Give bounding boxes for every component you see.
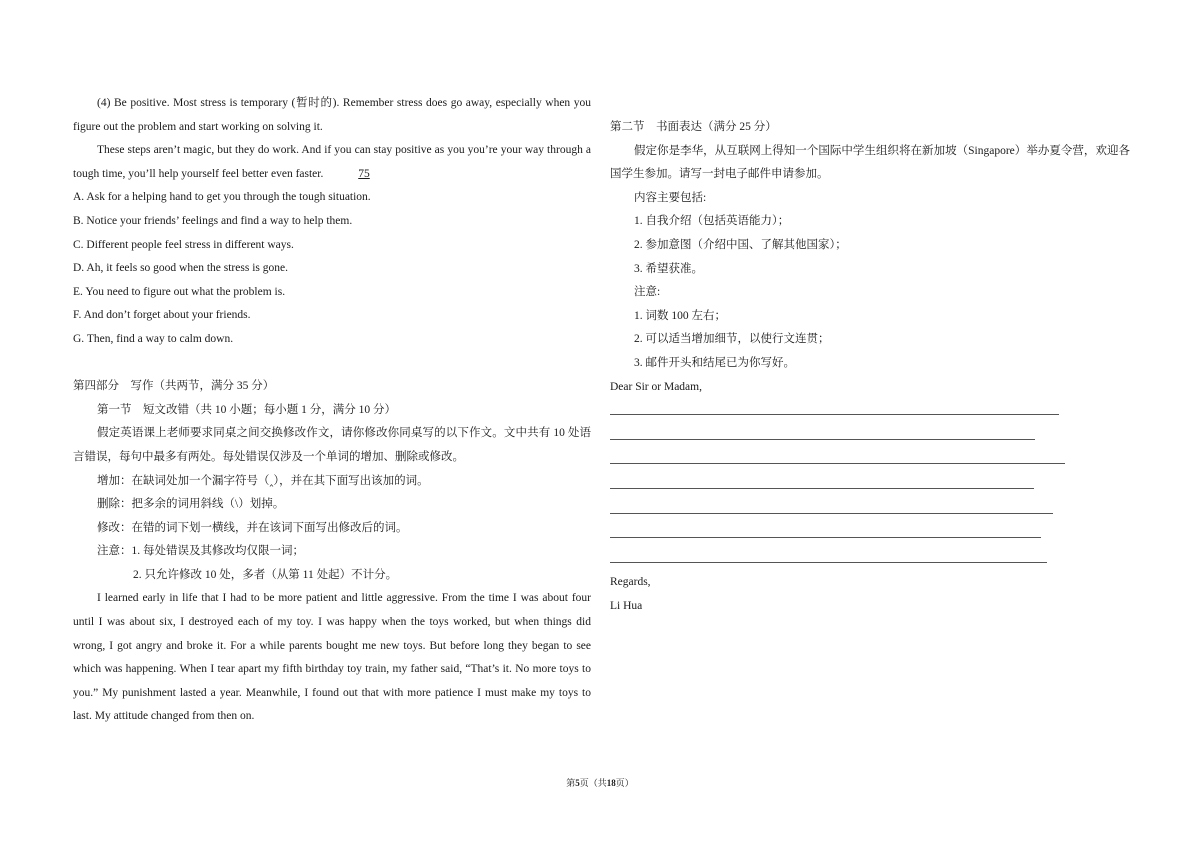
modify-rule: 修改：在错的词下划一横线，并在该词下面写出修改后的词。 <box>97 521 408 534</box>
content-item-1: 1. 自我介绍（包括英语能力）； <box>634 215 790 228</box>
point-4-paragraph: (4) Be positive. Most stress is temporary (暂时的). Remember stress does go away, especially when you figure out the problem and start working on solving it. <box>73 97 591 133</box>
blank-75: 75 <box>358 167 370 180</box>
answer-line <box>610 448 1065 464</box>
answer-line <box>610 473 1034 489</box>
page-number: 5 <box>575 778 580 788</box>
delete-rule: 删除：把多余的词用斜线（\）划掉。 <box>97 498 285 511</box>
left-column <box>73 92 591 729</box>
total-pages: 18 <box>606 778 616 788</box>
conclusion-paragraph <box>73 139 591 186</box>
option-b: B. Notice your friends’ feelings and find a way to help them. <box>73 214 353 227</box>
content-item-3: 3. 希望获准。 <box>634 262 703 275</box>
option-f: F. And don’t forget about your friends. <box>73 309 251 322</box>
conclusion-text: These steps aren’t magic, but they do work. And if you can stay positive as you you’re your way through a tough time, you’ll help yourself feel better even faster. <box>73 144 591 180</box>
writing-prompt: 假定你是李华，从互联网上得知一个国际中学生组织将在新加坡（Singapore）举办夏令营，欢迎各国学生参加。请写一封电子邮件申请参加。 <box>610 144 1130 181</box>
answer-line <box>610 522 1041 538</box>
right-column <box>610 116 1130 618</box>
note-label: 注意: <box>634 286 661 299</box>
note-1: 注意：1. 每处错误及其修改均仅限一词； <box>97 545 304 558</box>
option-a: A. Ask for a helping hand to get you through the tough situation. <box>73 191 371 204</box>
letter-signature: Li Hua <box>610 599 643 612</box>
content-item-2: 2. 参加意图（介绍中国、了解其他国家）； <box>634 238 847 251</box>
letter-greeting: Dear Sir or Madam, <box>610 380 702 393</box>
section-1-title: 第一节 短文改错（共 10 小题；每小题 1 分，满分 10 分） <box>97 403 396 416</box>
answer-line <box>610 547 1047 563</box>
footer-suffix: 页） <box>615 778 634 788</box>
section-2-title: 第二节 书面表达（满分 25 分） <box>610 121 777 133</box>
add-rule: 增加：在缺词处加一个漏字符号（‸），并在其下面写出该加的词。 <box>97 474 429 487</box>
error-correction-passage: I learned early in life that I had to be more patient and little aggressive. From the time I was about four until I was about six, I destroyed each of my toy. I was happy when the toys worked, but when things did wrong, I got angry and broke it. For a while parents bought me new toys. But before long they began to see which was happening. When I tear apart my fifth birthday toy train, my father said, “That’s it. No more toys to you.” My punishment lasted a year. Meanwhile, I found out that with more patience I must make my toys to last. My attitude changed from then on. <box>73 592 591 723</box>
option-c: C. Different people feel stress in different ways. <box>73 238 294 251</box>
note-2: 2. 只允许修改 10 处，多者（从第 11 处起）不计分。 <box>133 568 398 581</box>
option-g: G. Then, find a way to calm down. <box>73 332 234 345</box>
page-footer <box>0 776 1200 789</box>
answer-lines <box>610 399 1130 563</box>
answer-line <box>610 424 1035 440</box>
option-e: E. You need to figure out what the problem is. <box>73 285 286 298</box>
note-item-1: 1. 词数 100 左右； <box>634 309 726 322</box>
answer-line <box>610 498 1053 514</box>
option-d: D. Ah, it feels so good when the stress is gone. <box>73 262 288 275</box>
spacer <box>73 352 591 376</box>
options-list <box>73 186 591 351</box>
content-label: 内容主要包括: <box>634 191 707 204</box>
letter-closing: Regards, <box>610 576 651 589</box>
section-1-instructions: 假定英语课上老师要求同桌之间交换修改作文，请你修改你同桌写的以下作文。文中共有 10 处语言错误，每句中最多有两处。每处错误仅涉及一个单词的增加、删除或修改。 <box>73 427 591 463</box>
footer-prefix: 第 <box>566 778 576 788</box>
note-item-2: 2. 可以适当增加细节，以使行文连贯； <box>634 333 830 346</box>
answer-line <box>610 399 1059 415</box>
part-4-title: 第四部分 写作（共两节，满分 35 分） <box>73 380 275 393</box>
footer-middle: 页（共 <box>579 778 607 788</box>
note-item-3: 3. 邮件开头和结尾已为你写好。 <box>634 356 795 369</box>
